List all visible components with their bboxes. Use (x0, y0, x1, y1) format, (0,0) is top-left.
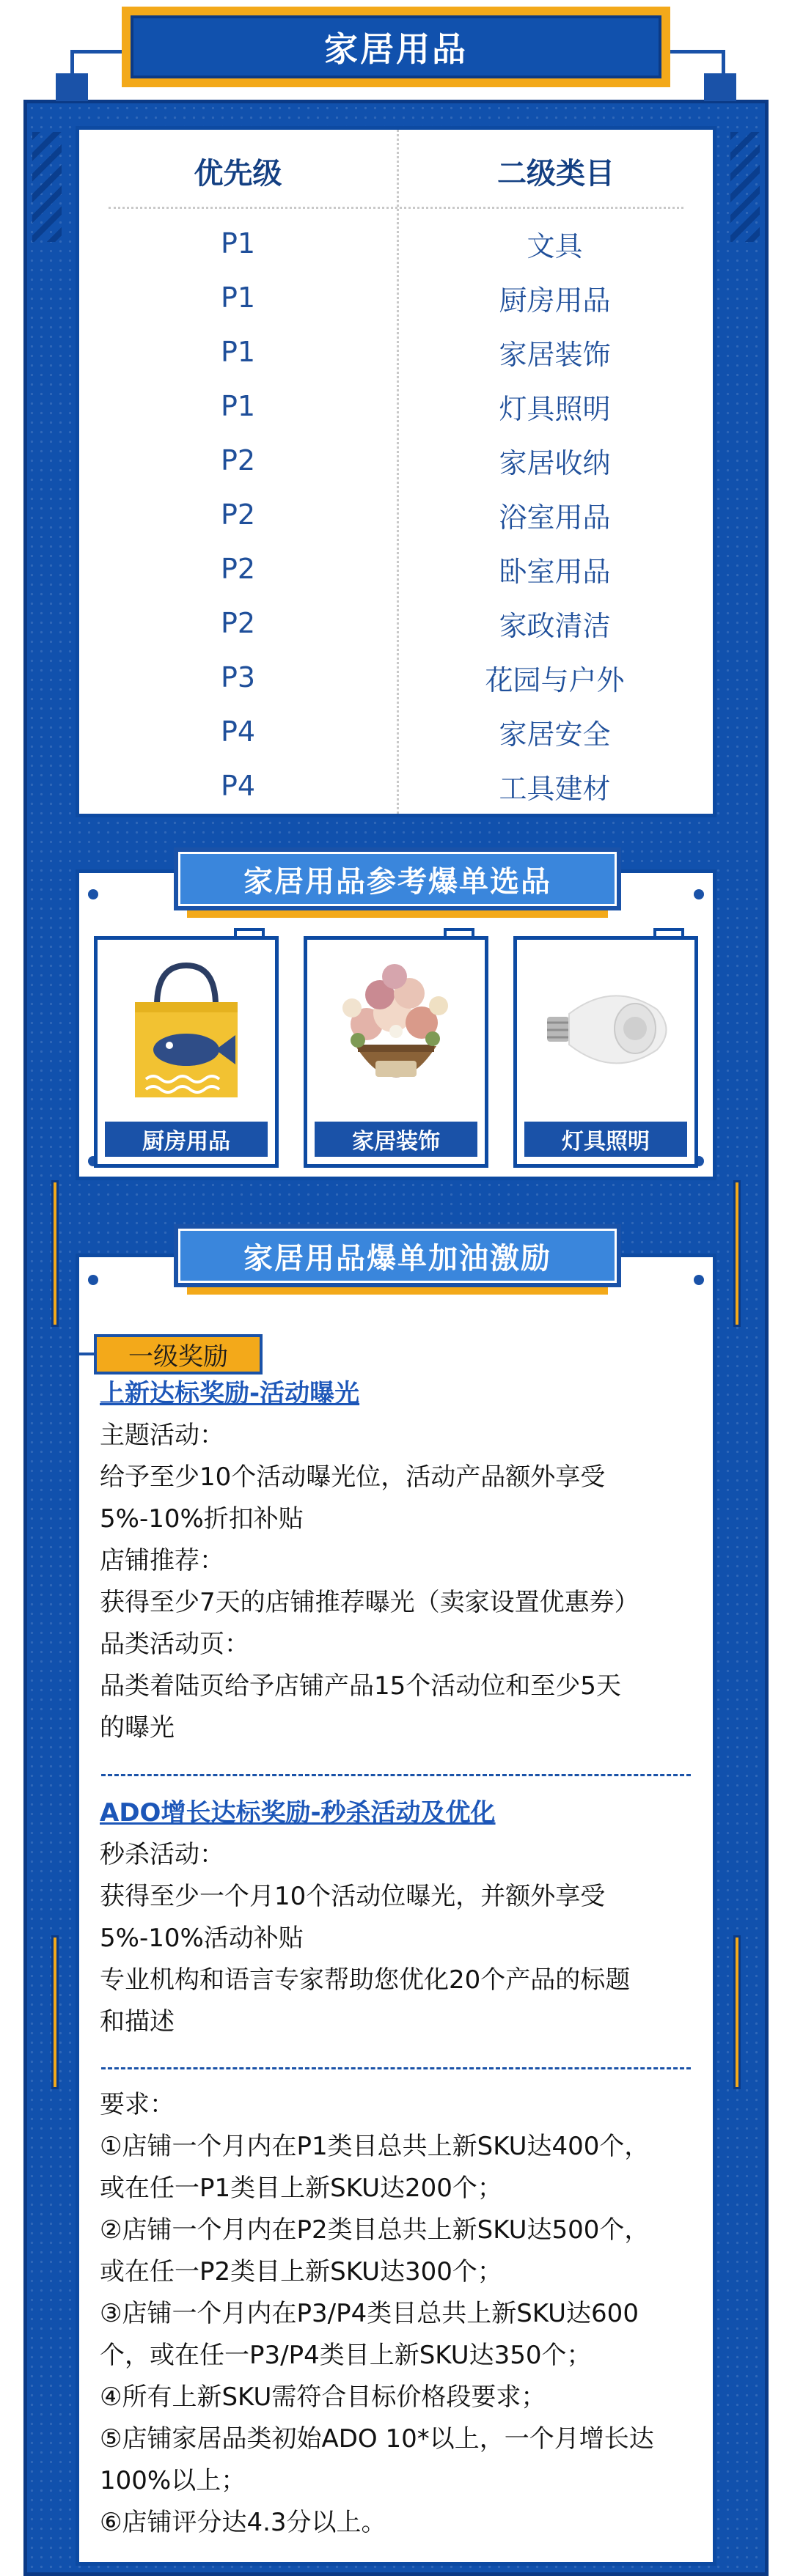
side-accent-right (733, 1935, 741, 2089)
table-row (79, 433, 713, 487)
category-cell: 工具建材 (499, 772, 611, 805)
frame-cap-left (56, 73, 88, 101)
main-title-banner (122, 7, 670, 87)
priority-cell: P4 (220, 715, 256, 748)
table-body (79, 216, 713, 813)
table-row (79, 596, 713, 650)
reward-line: 店铺推荐： (100, 1546, 224, 1575)
priority-cell: P2 (220, 553, 256, 585)
flower-basket-image (315, 947, 477, 1108)
priority-cell: P1 (220, 390, 256, 422)
requirement-line: 或在任一P1类目上新SKU达200个； (100, 2174, 502, 2203)
requirements-section (100, 2084, 686, 2544)
frame-cap-right (704, 73, 736, 101)
requirement-line: ①店铺一个月内在P1类目总共上新SKU达400个， (100, 2132, 650, 2161)
product-label: 厨房用品 (105, 1122, 268, 1157)
requirement-line: ②店铺一个月内在P2类目总共上新SKU达500个， (100, 2215, 650, 2245)
side-accent-left (51, 1180, 59, 1327)
reward-line: 主题活动： (100, 1421, 224, 1450)
table-row (79, 487, 713, 542)
card-tab (234, 928, 265, 940)
requirement-line: ④所有上新SKU需符合目标价格段要求； (100, 2382, 546, 2412)
table-row (79, 216, 713, 271)
reward-line: 的曝光 (100, 1713, 175, 1743)
category-cell: 家居装饰 (499, 338, 611, 371)
rewards-section-banner (174, 1224, 621, 1287)
tag-connector (79, 1353, 94, 1355)
requirement-line: 或在任一P2类目上新SKU达300个； (100, 2257, 502, 2286)
priority-cell: P2 (220, 607, 256, 639)
products-section-banner (174, 847, 621, 910)
priority-cell: P3 (220, 661, 256, 693)
reward-line: 秒杀活动： (100, 1840, 224, 1869)
table-row (79, 704, 713, 759)
tote-bag-image (105, 947, 268, 1108)
page-title: 家居用品 (131, 15, 661, 78)
reward-line: 专业机构和语言专家帮助您优化20个产品的标题 (100, 1965, 631, 1995)
reward-link[interactable]: 上新达标奖励-活动曝光 (100, 1379, 360, 1408)
table-row (79, 759, 713, 813)
requirement-line: ③店铺一个月内在P3/P4类目总共上新SKU达600 (100, 2299, 639, 2328)
corner-dot (88, 1275, 98, 1285)
product-card[interactable] (304, 936, 488, 1168)
reward-line: 5%-10%折扣补贴 (100, 1504, 304, 1534)
table-row (79, 325, 713, 379)
requirement-line: ⑥店铺评分达4.3分以上。 (100, 2508, 386, 2537)
card-tab (444, 928, 474, 940)
reward-line: 5%-10%活动补贴 (100, 1924, 304, 1953)
reward-line: 品类着陆页给予店铺产品15个活动位和至少5天 (100, 1671, 621, 1701)
requirement-line: ⑤店铺家居品类初始ADO 10*以上，一个月增长达 (100, 2424, 654, 2454)
category-cell: 家政清洁 (499, 609, 611, 642)
category-cell: 家居收纳 (499, 446, 611, 479)
table-header-category: 二级类目 (497, 157, 615, 191)
speaker-bulb-image (524, 947, 687, 1108)
decor-stripes-right (730, 132, 760, 242)
priority-cell: P2 (220, 444, 256, 476)
category-cell: 灯具照明 (499, 392, 611, 425)
level-tag: 一级奖励 (94, 1334, 263, 1375)
header-divider (109, 207, 683, 209)
requirement-line: 要求： (100, 2090, 175, 2119)
table-row (79, 271, 713, 325)
products-section-title: 家居用品参考爆单选品 (178, 852, 617, 906)
section-divider (101, 1774, 691, 1776)
product-card[interactable] (513, 936, 698, 1168)
category-cell: 厨房用品 (499, 284, 611, 317)
reward-section-1 (100, 1373, 686, 1749)
reward-line: 获得至少一个月10个活动位曝光，并额外享受 (100, 1882, 606, 1911)
reward-section-2 (100, 1792, 686, 2043)
corner-dot (694, 889, 704, 899)
product-label: 灯具照明 (524, 1122, 687, 1157)
priority-cell: P1 (220, 336, 256, 368)
reward-line: 和描述 (100, 2007, 175, 2036)
priority-cell: P1 (220, 281, 256, 314)
category-cell: 浴室用品 (499, 501, 611, 534)
category-cell: 花园与户外 (485, 663, 625, 696)
side-accent-right (733, 1180, 741, 1327)
category-cell: 卧室用品 (499, 555, 611, 588)
category-cell: 文具 (527, 229, 583, 262)
category-cell: 家居安全 (499, 718, 611, 751)
section-divider (101, 2067, 691, 2069)
product-card[interactable] (94, 936, 279, 1168)
decor-stripes-left (32, 132, 62, 242)
priority-cell: P4 (220, 770, 256, 802)
requirement-line: 个，或在任一P3/P4类目上新SKU达350个； (100, 2341, 592, 2370)
reward-line: 给予至少10个活动曝光位，活动产品额外享受 (100, 1462, 606, 1492)
priority-table (76, 126, 716, 817)
rewards-section-title: 家居用品爆单加油激励 (178, 1229, 617, 1283)
rewards-panel (76, 1254, 716, 2566)
reward-link[interactable]: ADO增长达标奖励-秒杀活动及优化 (100, 1798, 496, 1828)
side-accent-left (51, 1935, 59, 2089)
table-header-priority: 优先级 (194, 157, 282, 191)
card-tab (653, 928, 684, 940)
priority-cell: P1 (220, 227, 256, 260)
table-row (79, 650, 713, 704)
corner-dot (694, 1275, 704, 1285)
priority-cell: P2 (220, 498, 256, 531)
table-row (79, 542, 713, 596)
corner-dot (88, 889, 98, 899)
reward-line: 获得至少7天的店铺推荐曝光（卖家设置优惠券） (100, 1588, 639, 1617)
product-label: 家居装饰 (315, 1122, 477, 1157)
requirement-line: 100%以上； (100, 2466, 246, 2495)
reward-line: 品类活动页： (100, 1630, 249, 1659)
table-row (79, 379, 713, 433)
